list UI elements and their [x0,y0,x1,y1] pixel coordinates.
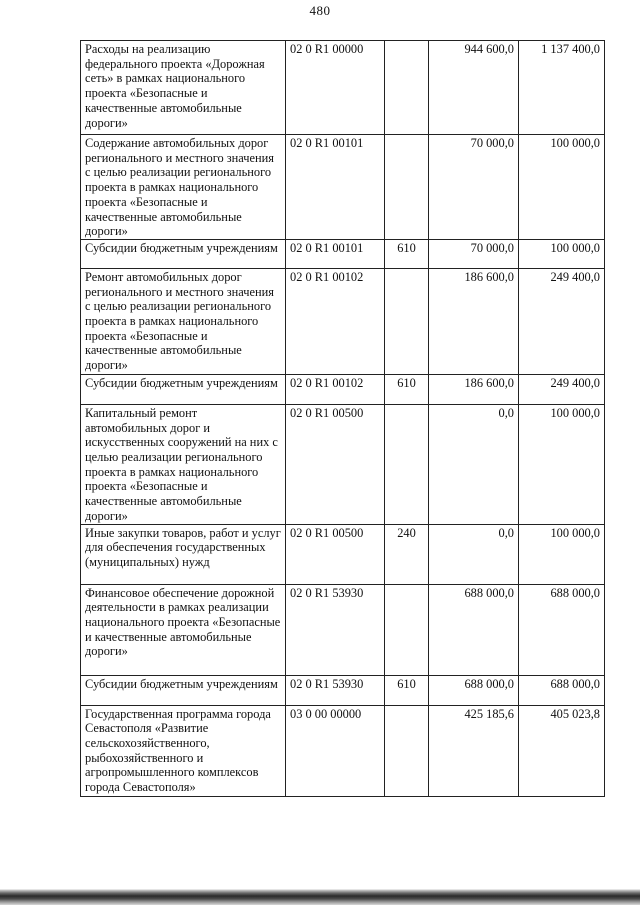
amount-year-1: 186 600,0 [429,268,519,374]
row-name: Ремонт автомобильных дорог регионального и местного значения с целью реализации регионального проекта в рамках национального проекта «Безопасные и качественные автомобильные дороги» [81,268,286,374]
row-name: Субсидии бюджетным учреждениям [81,374,286,404]
row-name: Финансовое обеспечение дорожной деятельности в рамках реализации национального проекта «Безопасные и качественные автомобильные дороги» [81,584,286,675]
expense-type [385,404,429,524]
target-code: 03 0 00 00000 [286,705,385,796]
amount-year-1: 70 000,0 [429,135,519,240]
expense-type [385,268,429,374]
amount-year-2: 100 000,0 [519,524,605,584]
amount-year-1: 944 600,0 [429,41,519,135]
amount-year-2: 688 000,0 [519,675,605,705]
amount-year-2: 100 000,0 [519,404,605,524]
expense-type: 610 [385,374,429,404]
amount-year-2: 249 400,0 [519,374,605,404]
row-name: Капитальный ремонт автомобильных дорог и искусственных сооружений на них с целью реализации регионального проекта в рамках национального проекта «Безопасные и качественные автомобильные дороги» [81,404,286,524]
table-row [81,705,605,796]
table-row [81,584,605,675]
row-name: Иные закупки товаров, работ и услуг для обеспечения государственных (муниципальных) нужд [81,524,286,584]
amount-year-1: 0,0 [429,404,519,524]
target-code: 02 0 R1 00102 [286,268,385,374]
expense-type [385,584,429,675]
target-code: 02 0 R1 00101 [286,135,385,240]
amount-year-2: 688 000,0 [519,584,605,675]
page-number: 480 [309,3,331,18]
expense-type [385,41,429,135]
amount-year-1: 688 000,0 [429,584,519,675]
expense-type: 240 [385,524,429,584]
target-code: 02 0 R1 00102 [286,374,385,404]
row-name: Расходы на реализацию федерального проекта «Дорожная сеть» в рамках национального проекта «Безопасные и качественные автомобильные дороги» [81,41,286,135]
row-name: Субсидии бюджетным учреждениям [81,239,286,268]
table-row [81,675,605,705]
target-code: 02 0 R1 00000 [286,41,385,135]
amount-year-1: 70 000,0 [429,239,519,268]
amount-year-2: 100 000,0 [519,239,605,268]
amount-year-1: 0,0 [429,524,519,584]
table-row [81,268,605,374]
amount-year-2: 100 000,0 [519,135,605,240]
amount-year-2: 249 400,0 [519,268,605,374]
amount-year-1: 186 600,0 [429,374,519,404]
target-code: 02 0 R1 00500 [286,404,385,524]
budget-table [80,40,605,797]
row-name: Содержание автомобильных дорог регионального и местного значения с целью реализации регионального проекта в рамках национального проекта «Безопасные и качественные автомобильные дороги» [81,135,286,240]
target-code: 02 0 R1 53930 [286,584,385,675]
target-code: 02 0 R1 00500 [286,524,385,584]
table-row [81,135,605,240]
target-code: 02 0 R1 00101 [286,239,385,268]
expense-type: 610 [385,675,429,705]
table-row [81,524,605,584]
amount-year-1: 688 000,0 [429,675,519,705]
scan-edge-band [0,885,640,905]
amount-year-1: 425 185,6 [429,705,519,796]
table-row [81,239,605,268]
target-code: 02 0 R1 53930 [286,675,385,705]
expense-type: 610 [385,239,429,268]
row-name: Государственная программа города Севастополя «Развитие сельскохозяйственного, рыбохозяйственного и агропромышленного комплексов города Севастополя» [81,705,286,796]
table-row [81,404,605,524]
expense-type [385,135,429,240]
amount-year-2: 1 137 400,0 [519,41,605,135]
row-name: Субсидии бюджетным учреждениям [81,675,286,705]
expense-type [385,705,429,796]
amount-year-2: 405 023,8 [519,705,605,796]
table-row [81,41,605,135]
table-row [81,374,605,404]
